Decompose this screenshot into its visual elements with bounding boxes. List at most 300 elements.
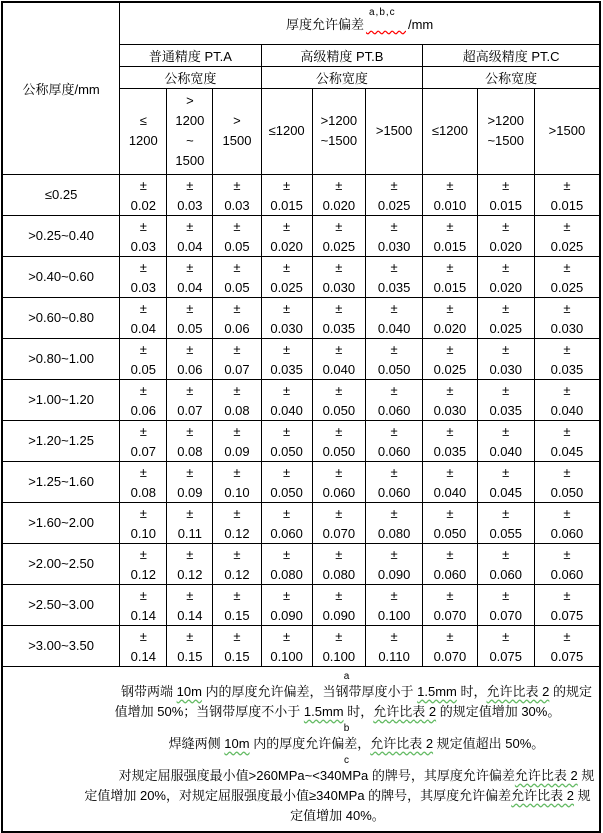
plus-minus-sign: ±: [502, 464, 510, 480]
table-row: [2, 174, 600, 215]
plus-minus-sign: ±: [502, 341, 510, 357]
tolerance-cell: [120, 215, 167, 256]
tolerance-cell: [261, 215, 312, 256]
tolerance-cell: [261, 502, 312, 543]
tolerance-cell: [423, 338, 477, 379]
tolerance-cell: [213, 215, 261, 256]
tolerance-cell: [365, 625, 422, 666]
footnotes-cell: [2, 666, 600, 832]
plus-minus-sign: ±: [186, 546, 194, 562]
tolerance-value: 0.050: [433, 525, 467, 541]
tolerance-value: 0.06: [224, 320, 250, 336]
tolerance-value: 0.040: [433, 484, 467, 500]
plus-minus-sign: ±: [283, 300, 291, 316]
tolerance-cell: [477, 461, 534, 502]
tolerance-value: 0.06: [177, 361, 203, 377]
table-row: [2, 379, 600, 420]
plus-minus-sign: ±: [139, 546, 147, 562]
tolerance-value: 0.020: [322, 197, 356, 213]
tolerance-cell: [213, 338, 261, 379]
footnote-ref-abc: [364, 6, 408, 31]
plus-minus-sign: ±: [335, 259, 343, 275]
thickness-range-label: >1.00~1.20: [2, 379, 120, 420]
tolerance-value: 0.025: [489, 320, 522, 336]
tolerance-cell: [534, 256, 600, 297]
plus-minus-sign: ±: [283, 382, 291, 398]
tolerance-cell: [120, 174, 167, 215]
table-row: [2, 297, 600, 338]
plus-minus-sign: ±: [139, 382, 147, 398]
plus-minus-sign: ±: [446, 218, 454, 234]
plus-minus-sign: ±: [139, 341, 147, 357]
plus-minus-sign: ±: [335, 587, 343, 603]
tolerance-cell: [365, 543, 422, 584]
plus-minus-sign: ±: [563, 382, 571, 398]
plus-minus-sign: ±: [283, 341, 291, 357]
plus-minus-sign: ±: [335, 218, 343, 234]
footnote-marker: a: [343, 670, 350, 682]
tolerance-cell: [477, 584, 534, 625]
tolerance-value: 0.030: [377, 238, 411, 254]
tolerance-cell: [312, 256, 365, 297]
thickness-range-label: >0.80~1.00: [2, 338, 120, 379]
plus-minus-sign: ±: [502, 300, 510, 316]
tolerance-value: 0.070: [489, 607, 522, 623]
footnote-segment: 对规定屈服强度最小值>260MPa~<340MPa 的牌号，其厚度允许偏差: [118, 767, 515, 783]
plus-minus-sign: ±: [283, 464, 291, 480]
plus-minus-sign: ±: [390, 587, 398, 603]
table-row: [2, 420, 600, 461]
plus-minus-sign: ±: [502, 177, 510, 193]
plus-minus-sign: ±: [446, 382, 454, 398]
tolerance-value: 0.08: [130, 484, 156, 500]
tolerance-value: 0.025: [377, 197, 411, 213]
plus-minus-sign: ±: [502, 628, 510, 644]
tolerance-value: 0.05: [224, 238, 250, 254]
tolerance-value: 0.025: [270, 279, 303, 295]
plus-minus-sign: ±: [390, 341, 398, 357]
tolerance-cell: [120, 379, 167, 420]
plus-minus-sign: ±: [139, 628, 147, 644]
width-range-header-g2-c3: >1500: [365, 88, 422, 174]
footnote-segment: 规定值超出 50%。: [433, 735, 545, 751]
tolerance-value: 0.040: [550, 402, 584, 418]
tolerance-cell: [213, 502, 261, 543]
plus-minus-sign: ±: [335, 382, 343, 398]
tolerance-cell: [423, 379, 477, 420]
tolerance-cell: [120, 256, 167, 297]
tolerance-cell: [477, 379, 534, 420]
plus-minus-sign: ±: [563, 505, 571, 521]
plus-minus-sign: ±: [335, 300, 343, 316]
tolerance-cell: [261, 625, 312, 666]
plus-minus-sign: ±: [233, 259, 241, 275]
plus-minus-sign: ±: [446, 300, 454, 316]
tolerance-cell: [365, 174, 422, 215]
tolerance-value: 0.075: [550, 648, 584, 664]
tolerance-cell: [167, 420, 213, 461]
plus-minus-sign: ±: [186, 505, 194, 521]
tolerance-cell: [534, 543, 600, 584]
tolerance-cell: [261, 461, 312, 502]
plus-minus-sign: ±: [139, 300, 147, 316]
tolerance-value: 0.080: [270, 566, 303, 582]
plus-minus-sign: ±: [233, 505, 241, 521]
plus-minus-sign: ±: [502, 218, 510, 234]
plus-minus-sign: ±: [283, 423, 291, 439]
tolerance-cell: [534, 297, 600, 338]
plus-minus-sign: ±: [186, 341, 194, 357]
superscript-abc: a,b,c: [368, 6, 396, 18]
tolerance-cell: [477, 174, 534, 215]
grade-header-ptc: 超高级精度 PT.C: [423, 44, 600, 66]
tolerance-value: 0.08: [177, 443, 203, 459]
tolerance-cell: [365, 297, 422, 338]
plus-minus-sign: ±: [390, 218, 398, 234]
tolerance-cell: [167, 625, 213, 666]
tolerance-value: 0.060: [322, 484, 356, 500]
tolerance-title-cell: [120, 2, 600, 44]
plus-minus-sign: ±: [502, 546, 510, 562]
plus-minus-sign: ±: [390, 382, 398, 398]
plus-minus-sign: ±: [335, 464, 343, 480]
grammar-check-underline: 10m: [176, 683, 202, 699]
tolerance-cell: [261, 256, 312, 297]
tolerance-title-unit: /mm: [407, 16, 434, 32]
plus-minus-sign: ±: [563, 177, 571, 193]
tolerance-cell: [477, 625, 534, 666]
tolerance-value: 0.06: [130, 402, 156, 418]
tolerance-cell: [365, 420, 422, 461]
plus-minus-sign: ±: [139, 259, 147, 275]
tolerance-value: 0.040: [322, 361, 356, 377]
tolerance-value: 0.075: [550, 607, 584, 623]
tolerance-value: 0.030: [433, 402, 467, 418]
plus-minus-sign: ±: [283, 546, 291, 562]
tolerance-value: 0.025: [550, 238, 584, 254]
width-range-header-g1-c1: ≤ 1200: [120, 88, 167, 174]
tolerance-value: 0.025: [433, 361, 467, 377]
tolerance-value: 0.015: [270, 197, 303, 213]
plus-minus-sign: ±: [563, 341, 571, 357]
tolerance-cell: [261, 543, 312, 584]
tolerance-cell: [213, 379, 261, 420]
tolerance-value: 0.04: [130, 320, 156, 336]
tolerance-value: 0.030: [550, 320, 584, 336]
footnote-segment: 规定值增加 40%。: [290, 787, 591, 823]
tolerance-cell: [423, 420, 477, 461]
grammar-check-underline: 10m: [224, 735, 250, 751]
table-row: [2, 502, 600, 543]
plus-minus-sign: ±: [186, 259, 194, 275]
table-footer: [2, 666, 600, 832]
tolerance-cell: [477, 543, 534, 584]
tolerance-cell: [312, 338, 365, 379]
thickness-range-label: >1.25~1.60: [2, 461, 120, 502]
tolerance-cell: [477, 420, 534, 461]
thickness-range-label: >3.00~3.50: [2, 625, 120, 666]
tolerance-cell: [477, 502, 534, 543]
tolerance-value: 0.050: [550, 484, 584, 500]
title-row: [2, 2, 600, 44]
tolerance-cell: [167, 297, 213, 338]
tolerance-cell: [477, 215, 534, 256]
tolerance-value: 0.100: [270, 648, 303, 664]
tolerance-cell: [423, 256, 477, 297]
plus-minus-sign: ±: [233, 218, 241, 234]
tolerance-value: 0.040: [377, 320, 411, 336]
tolerance-value: 0.035: [270, 361, 303, 377]
tolerance-cell: [120, 543, 167, 584]
plus-minus-sign: ±: [335, 341, 343, 357]
plus-minus-sign: ±: [186, 300, 194, 316]
footnote-row: [2, 666, 600, 832]
tolerance-cell: [261, 338, 312, 379]
tolerance-value: 0.035: [489, 402, 522, 418]
tolerance-cell: [365, 461, 422, 502]
plus-minus-sign: ±: [283, 259, 291, 275]
tolerance-value: 0.15: [224, 607, 250, 623]
tolerance-value: 0.045: [550, 443, 584, 459]
thickness-range-label: >0.25~0.40: [2, 215, 120, 256]
tolerance-cell: [312, 379, 365, 420]
tolerance-cell: [213, 174, 261, 215]
footnote-segment: 的规定值增加 30%。: [436, 703, 561, 719]
plus-minus-sign: ±: [186, 464, 194, 480]
plus-minus-sign: ±: [563, 259, 571, 275]
tolerance-value: 0.035: [433, 443, 467, 459]
tolerance-cell: [213, 543, 261, 584]
tolerance-cell: [423, 584, 477, 625]
tolerance-cell: [423, 461, 477, 502]
tolerance-cell: [167, 584, 213, 625]
width-header-pta: 公称宽度: [120, 66, 261, 88]
tolerance-value: 0.03: [130, 279, 156, 295]
plus-minus-sign: ±: [390, 546, 398, 562]
plus-minus-sign: ±: [233, 546, 241, 562]
tolerance-cell: [365, 502, 422, 543]
tolerance-cell: [213, 420, 261, 461]
plus-minus-sign: ±: [233, 587, 241, 603]
width-range-header-g2-c1: ≤1200: [261, 88, 312, 174]
tolerance-cell: [423, 215, 477, 256]
plus-minus-sign: ±: [283, 218, 291, 234]
plus-minus-sign: ±: [390, 464, 398, 480]
footnote-segment: 规定值增加 20%，对规定屈服强度最小值≥340MPa 的牌号，其厚度允许偏差: [84, 767, 595, 803]
footnote-text: [80, 766, 595, 826]
tolerance-value: 0.03: [130, 238, 156, 254]
tolerance-cell: [167, 502, 213, 543]
grammar-check-underline: 允许比表 2: [373, 703, 437, 719]
tolerance-value: 0.12: [224, 566, 250, 582]
plus-minus-sign: ±: [335, 423, 343, 439]
grammar-check-underline: 1.5mm: [417, 683, 457, 699]
plus-minus-sign: ±: [563, 423, 571, 439]
tolerance-cell: [167, 256, 213, 297]
table-row: [2, 625, 600, 666]
plus-minus-sign: ±: [446, 177, 454, 193]
tolerance-value: 0.14: [130, 607, 156, 623]
tolerance-value: 0.015: [550, 197, 584, 213]
plus-minus-sign: ±: [186, 628, 194, 644]
grade-header-pta: 普通精度 PT.A: [120, 44, 261, 66]
tolerance-cell: [167, 379, 213, 420]
footnote-marker: c: [344, 754, 349, 766]
width-range-header-g1-c3: > 1500: [213, 88, 261, 174]
tolerance-cell: [167, 215, 213, 256]
tolerance-value: 0.05: [130, 361, 156, 377]
tolerance-value: 0.050: [270, 484, 303, 500]
plus-minus-sign: ±: [233, 382, 241, 398]
tolerance-value: 0.14: [177, 607, 203, 623]
plus-minus-sign: ±: [446, 587, 454, 603]
tolerance-value: 0.02: [130, 197, 156, 213]
tolerance-value: 0.090: [377, 566, 411, 582]
tolerance-value: 0.030: [322, 279, 356, 295]
tolerance-cell: [213, 625, 261, 666]
tolerance-value: 0.010: [433, 197, 467, 213]
thickness-range-label: >1.20~1.25: [2, 420, 120, 461]
tolerance-value: 0.060: [489, 566, 522, 582]
footnote-marker: b: [343, 722, 350, 734]
tolerance-value: 0.12: [177, 566, 203, 582]
width-header-ptc: 公称宽度: [423, 66, 600, 88]
tolerance-cell: [423, 502, 477, 543]
tolerance-value: 0.020: [489, 238, 522, 254]
tolerance-cell: [534, 461, 600, 502]
plus-minus-sign: ±: [186, 382, 194, 398]
tolerance-value: 0.04: [177, 279, 203, 295]
tolerance-cell: [312, 461, 365, 502]
tolerance-cell: [167, 174, 213, 215]
tolerance-value: 0.07: [177, 402, 203, 418]
tolerance-value: 0.020: [489, 279, 522, 295]
tolerance-value: 0.060: [550, 525, 584, 541]
plus-minus-sign: ±: [233, 300, 241, 316]
plus-minus-sign: ±: [139, 423, 147, 439]
tolerance-value: 0.07: [224, 361, 250, 377]
tolerance-cell: [261, 297, 312, 338]
tolerance-value: 0.060: [433, 566, 467, 582]
plus-minus-sign: ±: [390, 423, 398, 439]
plus-minus-sign: ±: [139, 177, 147, 193]
table-header: [2, 2, 600, 174]
tolerance-cell: [213, 297, 261, 338]
plus-minus-sign: ±: [186, 423, 194, 439]
tolerance-cell: [120, 502, 167, 543]
tolerance-value: 0.10: [130, 525, 156, 541]
tolerance-value: 0.070: [322, 525, 356, 541]
tolerance-cell: [365, 338, 422, 379]
tolerance-cell: [477, 256, 534, 297]
tolerance-value: 0.035: [322, 320, 356, 336]
plus-minus-sign: ±: [390, 259, 398, 275]
tolerance-value: 0.090: [322, 607, 356, 623]
footnote-text: [80, 682, 595, 722]
thickness-range-label: >2.00~2.50: [2, 543, 120, 584]
width-range-header-g3-c2: >1200 ~1500: [477, 88, 534, 174]
thickness-tolerance-table: [1, 1, 601, 833]
tolerance-cell: [534, 584, 600, 625]
plus-minus-sign: ±: [335, 505, 343, 521]
tolerance-value: 0.05: [177, 320, 203, 336]
tolerance-cell: [312, 174, 365, 215]
plus-minus-sign: ±: [502, 259, 510, 275]
tolerance-value: 0.015: [489, 197, 522, 213]
tolerance-cell: [534, 174, 600, 215]
plus-minus-sign: ±: [283, 587, 291, 603]
tolerance-cell: [534, 502, 600, 543]
plus-minus-sign: ±: [446, 546, 454, 562]
tolerance-cell: [261, 379, 312, 420]
tolerance-cell: [167, 543, 213, 584]
plus-minus-sign: ±: [446, 505, 454, 521]
tolerance-value: 0.025: [550, 279, 584, 295]
plus-minus-sign: ±: [390, 628, 398, 644]
thickness-range-label: >0.60~0.80: [2, 297, 120, 338]
table-row: [2, 256, 600, 297]
tolerance-value: 0.080: [377, 525, 411, 541]
table-row: [2, 461, 600, 502]
tolerance-value: 0.100: [322, 648, 356, 664]
tolerance-cell: [213, 461, 261, 502]
plus-minus-sign: ±: [563, 546, 571, 562]
tolerance-cell: [167, 461, 213, 502]
plus-minus-sign: ±: [446, 423, 454, 439]
plus-minus-sign: ±: [563, 587, 571, 603]
footnote-segment: 焊缝两侧: [168, 735, 225, 751]
tolerance-value: 0.070: [433, 648, 467, 664]
plus-minus-sign: ±: [283, 505, 291, 521]
tolerance-cell: [423, 297, 477, 338]
tolerance-value: 0.03: [177, 197, 203, 213]
thickness-range-label: >2.50~3.00: [2, 584, 120, 625]
tolerance-value: 0.040: [270, 402, 303, 418]
plus-minus-sign: ±: [390, 300, 398, 316]
tolerance-cell: [312, 297, 365, 338]
tolerance-cell: [213, 584, 261, 625]
plus-minus-sign: ±: [283, 177, 291, 193]
plus-minus-sign: ±: [233, 423, 241, 439]
plus-minus-sign: ±: [446, 341, 454, 357]
tolerance-cell: [312, 584, 365, 625]
tolerance-cell: [534, 215, 600, 256]
plus-minus-sign: ±: [233, 464, 241, 480]
footnote-segment: 时，: [456, 683, 487, 699]
tolerance-table-body: [2, 174, 600, 666]
plus-minus-sign: ±: [139, 587, 147, 603]
tolerance-value: 0.04: [177, 238, 203, 254]
tolerance-value: 0.110: [378, 648, 410, 664]
tolerance-value: 0.060: [550, 566, 584, 582]
plus-minus-sign: ±: [446, 628, 454, 644]
plus-minus-sign: ±: [335, 177, 343, 193]
tolerance-value: 0.050: [270, 443, 303, 459]
plus-minus-sign: ±: [335, 628, 343, 644]
tolerance-value: 0.045: [489, 484, 522, 500]
plus-minus-sign: ±: [446, 259, 454, 275]
plus-minus-sign: ±: [335, 546, 343, 562]
tolerance-cell: [477, 297, 534, 338]
grammar-check-underline: 允许比表 2: [486, 683, 550, 699]
tolerance-value: 0.020: [270, 238, 303, 254]
tolerance-value: 0.055: [489, 525, 522, 541]
tolerance-value: 0.060: [270, 525, 303, 541]
tolerance-cell: [365, 256, 422, 297]
plus-minus-sign: ±: [139, 464, 147, 480]
footnote-segment: 的规定值增加 50%；当钢带厚度不小于: [114, 683, 592, 719]
tolerance-cell: [167, 338, 213, 379]
